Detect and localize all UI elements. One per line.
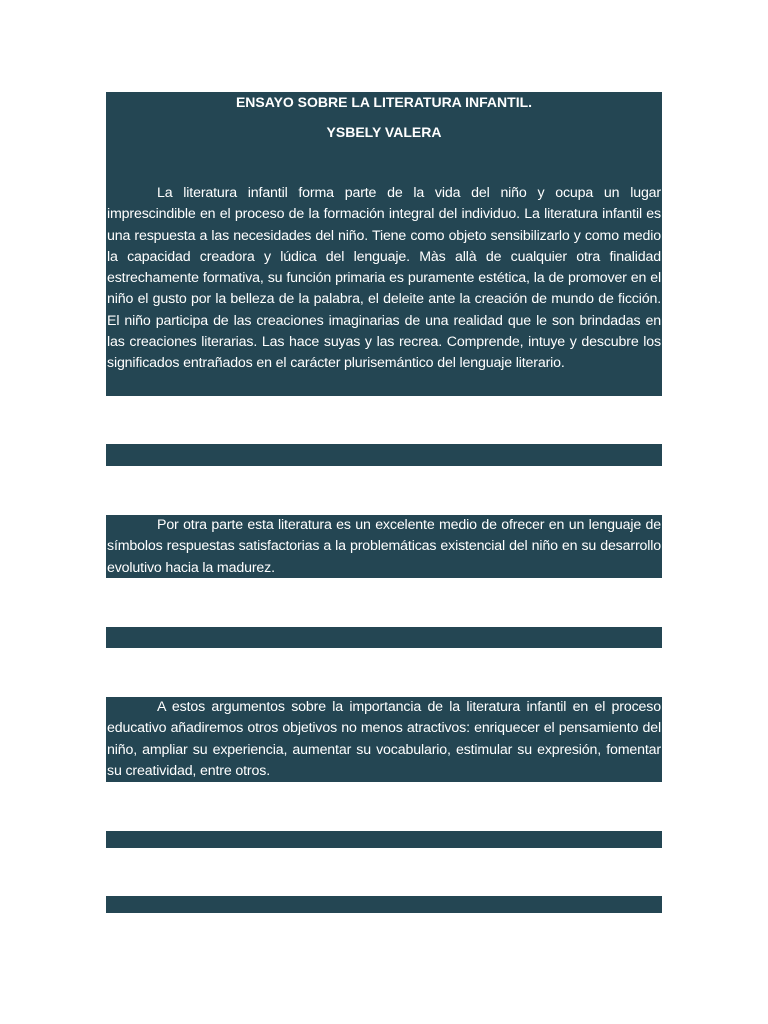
paragraph-1: La literatura infantil forma parte de la vida del niño y ocupa un lugar imprescindible en el proceso de la formación integral del individuo. La literatura infantil es una respuesta a las necesidades del niño. Tiene como objeto sensibilizarlo y como medio la capacidad creadora y lúdica del lenguaje. Màs allà de cualquier otra finalidad estrechamente formativa, su función primaria es puramente estética, la de promover en el niño el gusto por la belleza de la palabra, el deleite ante la creación de mundo de ficción. El niño participa de las creaciones imaginarias de una realidad que le son brindadas en las creaciones literarias. Las hace suyas y las recrea. Comprende, intuye y descubre los significados entrañados en el carácter plurisemántico del lenguaje literario.: [107, 185, 661, 372]
paragraph-block-3: [106, 697, 662, 782]
title-block: [106, 92, 662, 396]
document-author: YSBELY VALERA: [326, 124, 442, 140]
paragraph-block-2: [106, 515, 662, 578]
divider-bar: [106, 831, 662, 848]
divider-bar: [106, 896, 662, 913]
divider-bar: [106, 444, 662, 466]
divider-bar: [106, 627, 662, 648]
paragraph-3: A estos argumentos sobre la importancia de la literatura infantil en el proceso educativo añadiremos otros objetivos no menos atractivos: enriquecer el pensamiento del niño, ampliar su experiencia, aumentar su vocabulario, estimular su expresión, fomentar su creatividad, entre otros.: [107, 699, 661, 779]
document-title: ENSAYO SOBRE LA LITERATURA INFANTIL.: [235, 94, 533, 110]
paragraph-2: Por otra parte esta literatura es un excelente medio de ofrecer en un lenguaje de símbolos respuestas satisfactorias a la problemáticas existencial del niño en su desarrollo evolutivo hacia la madurez.: [107, 517, 661, 576]
